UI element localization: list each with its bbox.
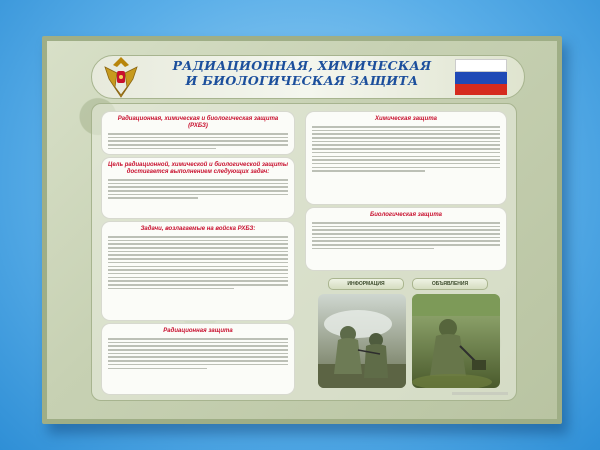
rkhbz-text-lines <box>108 133 288 149</box>
tasks-title: Задачи, возлагаемые на войска РХБЗ: <box>140 226 256 232</box>
goal-card <box>102 158 294 218</box>
content-panel <box>91 103 517 401</box>
biological-text-lines <box>312 222 500 249</box>
tasks-text-lines <box>108 236 288 289</box>
title-line-2: И БИОЛОГИЧЕСКАЯ ЗАЩИТА <box>185 73 419 88</box>
rkhbz-card <box>102 112 294 154</box>
radiation-text-lines <box>108 338 288 369</box>
tasks-card <box>102 222 294 320</box>
rkhbz-title: Радиационная, химическая и биологическая защита (РХБЗ) <box>117 116 279 129</box>
radiation-title: Радиационная защита <box>163 328 233 334</box>
photo-decontamination <box>318 294 406 388</box>
info-label: ИНФОРМАЦИЯ <box>328 278 404 290</box>
goal-title: Цель радиационной, химической и биологической защиты достигается выполнением следующих задач: <box>108 162 288 175</box>
biological-card <box>306 208 506 270</box>
russian-flag-icon <box>455 59 507 93</box>
footer-mark <box>452 392 508 395</box>
chemical-text-lines <box>312 126 500 172</box>
chemical-card <box>306 112 506 204</box>
poster-board <box>42 36 562 424</box>
goal-text-lines <box>108 179 288 199</box>
title-line-1: РАДИАЦИОННАЯ, ХИМИЧЕСКАЯ <box>172 58 432 73</box>
chemical-title: Химическая защита <box>374 116 437 122</box>
army-emblem-icon <box>99 53 143 99</box>
ads-label: ОБЪЯВЛЕНИЯ <box>412 278 488 290</box>
radiation-card <box>102 324 294 394</box>
photo-field-sampling <box>412 294 500 388</box>
page-title <box>157 58 447 88</box>
biological-title: Биологическая защита <box>369 212 442 218</box>
